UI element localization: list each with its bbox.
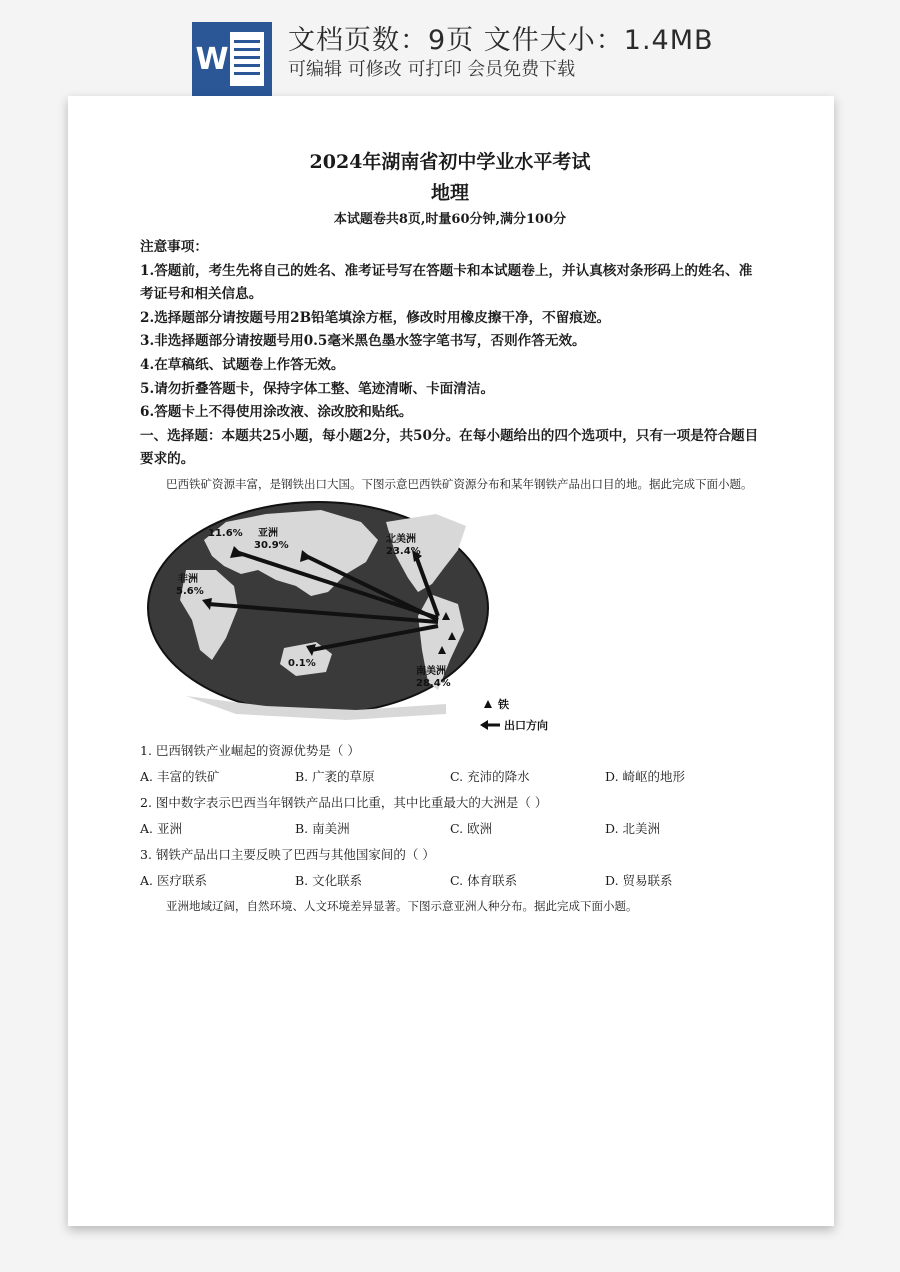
banner-title: 文档页数：9页 文件大小：1.4MB [288, 25, 714, 56]
question-3-options [140, 868, 760, 894]
question-2-options [140, 816, 760, 842]
question-2-stem: 2. 图中数字表示巴西当年钢铁产品出口比重，其中比重最大的大洲是（ ） [140, 794, 548, 810]
question-1-stem: 1. 巴西钢铁产业崛起的资源优势是（ ） [140, 742, 360, 758]
question-1-options [140, 764, 760, 790]
exam-subject: 地理 [430, 182, 469, 204]
oceania-pct-label: 0.1% [288, 657, 316, 669]
banner-subtitle: 可编辑 可修改 可打印 会员免费下载 [288, 59, 576, 80]
africa-label: 非洲 [178, 573, 198, 585]
notice-item: 3.非选择题部分请按题号用0.5毫米黑色墨水签字笔书写，否则作答无效。 [140, 333, 586, 350]
document-content [140, 148, 760, 918]
brazil-export-map [146, 500, 566, 738]
north-america-label: 北美洲 [386, 533, 416, 545]
south-america-pct-label: 28.4% [416, 677, 451, 689]
question-3-stem: 3. 钢铁产品出口主要反映了巴西与其他国家间的（ ） [140, 846, 435, 862]
asia-pct-label: 30.9% [254, 539, 289, 551]
world-map-figure [146, 500, 566, 738]
exam-info: 本试题卷共8页,时量60分钟,满分100分 [333, 212, 567, 227]
option-a: A. 亚洲 [140, 820, 182, 836]
question-intro: 亚洲地域辽阔，自然环境、人文环境差异显著。下图示意亚洲人种分布。据此完成下面小题。 [166, 898, 638, 913]
africa-pct-label: 5.6% [176, 585, 204, 597]
notice-item: 5.请勿折叠答题卡，保持字体工整、笔迹清晰、卡面清洁。 [140, 380, 495, 397]
option-b: B. 文化联系 [295, 872, 363, 888]
north-america-pct-label: 23.4% [386, 545, 421, 557]
asia-label: 亚洲 [258, 527, 278, 539]
word-document-icon [192, 22, 272, 96]
notice-item: 6.答题卡上不得使用涂改液、涂改胶和贴纸。 [140, 404, 413, 421]
option-b: B. 南美洲 [295, 820, 350, 836]
word-icon-letter: W [195, 42, 229, 77]
option-c: C. 充沛的降水 [450, 768, 530, 784]
option-d: D. 贸易联系 [605, 872, 673, 888]
section-heading: 一、选择题：本题共25小题，每小题2分，共50分。在每小题给出的四个选项中，只有一项是符合题目要求的。 [140, 427, 759, 468]
iron-legend-label: 铁 [498, 697, 509, 711]
option-c: C. 体育联系 [450, 872, 518, 888]
export-legend-label: 出口方向 [504, 718, 548, 732]
option-c: C. 欧洲 [450, 820, 493, 836]
download-banner [0, 0, 900, 100]
notice-item: 2.选择题部分请按题号用2B铅笔填涂方框，修改时用橡皮擦干净，不留痕迹。 [140, 309, 611, 326]
south-america-label: 南美洲 [416, 665, 446, 677]
option-b: B. 广袤的草原 [295, 768, 375, 784]
option-d: D. 崎岖的地形 [605, 768, 686, 784]
notice-item: 4.在草稿纸、试题卷上作答无效。 [140, 356, 345, 373]
europe-pct-label: 11.6% [208, 527, 243, 539]
exam-title: 2024年湖南省初中学业水平考试 [309, 151, 591, 173]
document-page [68, 96, 834, 1226]
notice-item: 1.答题前，考生先将自己的姓名、准考证号写在答题卡和本试题卷上，并认真核对条形码上的姓名、准考证号和相关信息。 [140, 262, 753, 303]
option-d: D. 北美洲 [605, 820, 661, 836]
option-a: A. 医疗联系 [140, 872, 207, 888]
option-a: A. 丰富的铁矿 [140, 768, 220, 784]
notice-heading: 注意事项： [140, 239, 208, 255]
question-intro: 巴西铁矿资源丰富，是钢铁出口大国。下图示意巴西铁矿资源分布和某年钢铁产品出口目的地。据此完成下面小题。 [166, 476, 753, 491]
